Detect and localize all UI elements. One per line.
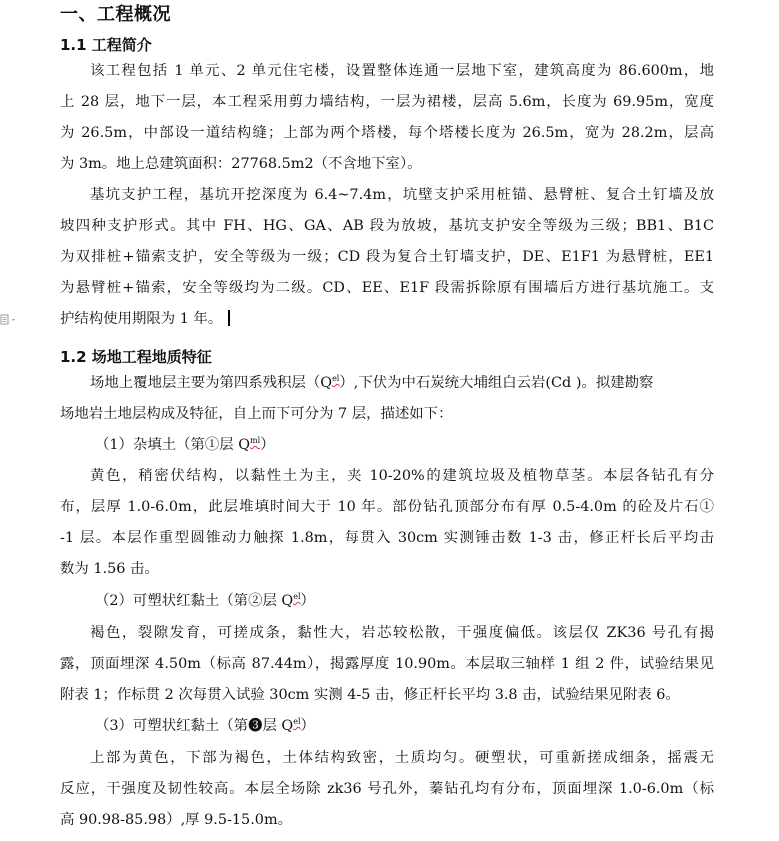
text-line: 为 3m。地上总建筑面积：27768.5m2（不含地下室）。 [60, 156, 422, 172]
layer-1-description [60, 461, 714, 585]
text-line: 该工程包括 1 单元、2 单元住宅楼，设置整体连通一层地下室，建筑高度为 86.600m，地 [90, 63, 714, 79]
layer-title-text: （1）杂填土（第①层 Q [95, 437, 251, 453]
layer-title-text: （3）可塑状红黏土（第❸层 Q [95, 718, 294, 734]
layer-title-text: （2）可塑状红黏土（第②层 Q [95, 593, 294, 609]
text-cursor [228, 310, 230, 326]
layer-1-title [95, 430, 275, 461]
section-1-paragraph-2 [60, 180, 714, 335]
text-line: 场地岩土地层构成及特征，自上而下可分为 7 层，描述如下： [60, 406, 453, 422]
text-line: 褐色，裂隙发育，可搓成条，黏性大，岩芯较松散，干强度偏低。该层仅 ZK36 号孔有揭 [90, 625, 714, 641]
text-line: 反应，干强度及韧性较高。本层全场除 zk36 号孔外，蓁钻孔均有分布，顶面埋深 1.0-6.0m（标 [60, 781, 714, 797]
text-line-content: 护结构使用期限为 1 年。 [60, 311, 223, 327]
intro-text-a: 场地上覆地层主要为第四系残积层（Q [90, 375, 333, 391]
text-line: 上 28 层，地下一层，本工程采用剪力墙结构，一层为裙楼，层高 5.6m，长度为 69.95m，宽度 [60, 94, 714, 110]
text-line: 黄色，稍密伏结构，以黏性土为主，夹 10-20%的建筑垃圾及植物草茎。本层各钻孔有分 [90, 468, 714, 484]
superscript: el [293, 592, 301, 602]
text-line: 坡四种支护形式。其中 FH、HG、GA、AB 段为放坡，基坑支护安全等级为三级；BB1、B1C [60, 218, 714, 234]
main-heading: 一、工程概况 [60, 4, 171, 25]
superscript: el [332, 374, 340, 384]
text-line: 布，层厚 1.0-6.0m，此层堆填时间大于 10 年。部份钻孔顶部分布有厚 0.5-4.0m 的砼及片石① [60, 499, 714, 515]
text-line: 基坑支护工程，基坑开挖深度为 6.4~7.4m，坑壁支护采用桩锚、悬臂桩、复合土钉墙及放 [90, 187, 714, 203]
layer-2-title [95, 586, 315, 617]
text-line [60, 304, 714, 335]
text-line: 为双排桩+锚索支护，安全等级为一级；CD 段为复合土钉墙支护，DE、E1F1 为悬臂桩，EE1 [60, 249, 714, 265]
text-line: -1 层。本层作重型圆锥动力触探 1.8m，每贯入 30cm 实测锤击数 1-3 击，修正杆长后平均击 [60, 530, 714, 546]
text-line: 为 26.5m，中部设一道结构缝；上部为两个塔楼，每个塔楼长度为 26.5m，宽为 28.2m，层高 [60, 125, 714, 141]
layer-3-description [60, 743, 714, 836]
paragraph-menu-icon[interactable] [0, 313, 18, 327]
text-line: 高 90.98-85.98）,厚 9.5-15.0m。 [60, 812, 292, 828]
section-2-title: 1.2 场地工程地质特征 [60, 348, 212, 366]
layer-title-close: ） [260, 437, 275, 453]
section-2-intro [60, 368, 714, 430]
text-line [60, 368, 714, 399]
layer-3-title [95, 711, 315, 742]
superscript: el [293, 717, 301, 727]
text-line: 附表 1；作标贯 2 次每贯入试验 30cm 实测 4-5 击，修正杆长平均 3.8 击，试验结果见附表 6。 [60, 687, 680, 703]
intro-text-b: ）,下伏为中石炭统大埔组白云岩(Cd )。拟建勘察 [339, 375, 654, 391]
layer-title-close: ） [300, 593, 315, 609]
layer-2-description [60, 618, 714, 711]
text-line: 数为 1.56 击。 [60, 561, 159, 577]
section-1-paragraph-1 [60, 56, 714, 180]
text-line: 露，顶面埋深 4.50m（标高 87.44m），揭露厚度 10.90m。本层取三轴样 1 组 2 件，试验结果见 [60, 656, 714, 672]
text-line: 为悬臂桩+锚索，安全等级均为二级。CD、EE、E1F 段需拆除原有围墙后方进行基坑施工。支 [60, 280, 714, 296]
section-1-title: 1.1 工程简介 [60, 36, 152, 54]
layer-title-close: ） [300, 718, 315, 734]
text-line: 上部为黄色，下部为褐色，土体结构致密，土质均匀。硬塑状，可重新搓成细条，摇震无 [90, 750, 714, 766]
superscript: ml [250, 436, 261, 446]
